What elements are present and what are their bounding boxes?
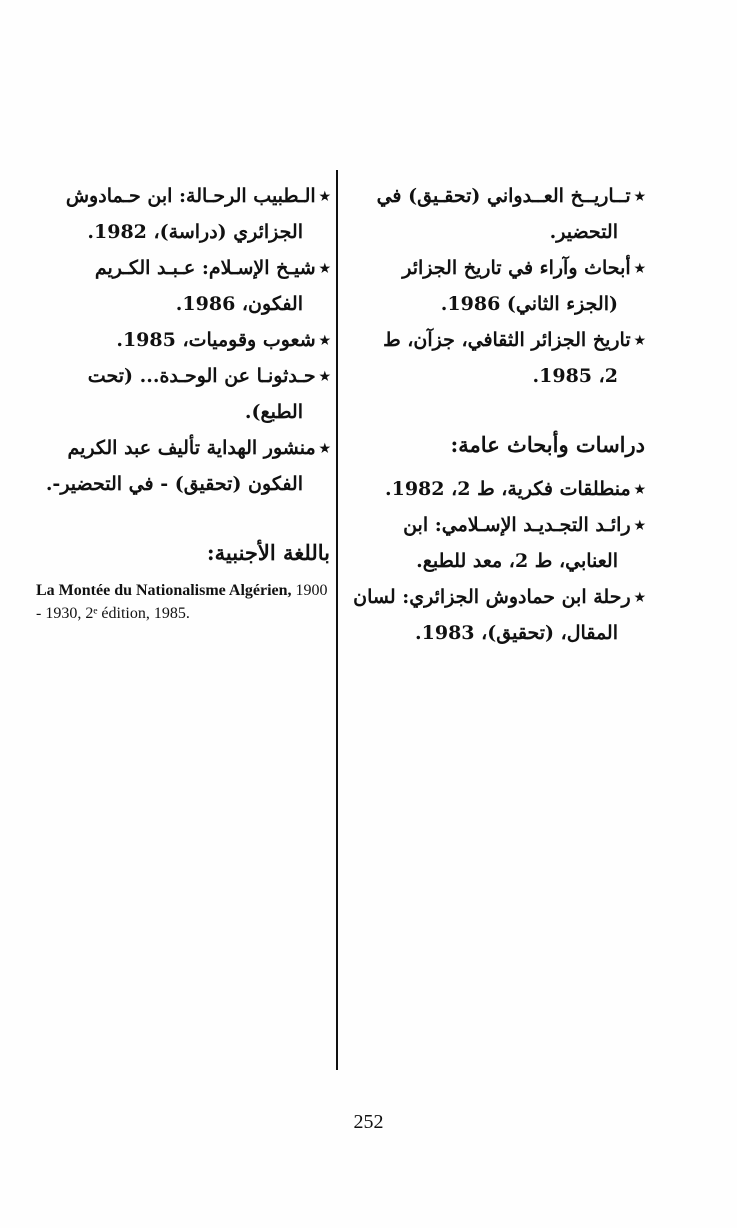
list-item: ٭منشور الهداية تأليف عبد الكريم الفكون (تحقيق) - في التحضير-. (45, 437, 330, 495)
bullet-icon: ٭ (634, 329, 645, 351)
page-number: 252 (353, 1111, 384, 1133)
bullet-icon: ٭ (634, 514, 645, 536)
bullet-icon: ٭ (319, 329, 330, 351)
bullet-icon: ٭ (634, 257, 645, 279)
bullet-icon: ٭ (634, 185, 645, 207)
bullet-icon: ٭ (319, 257, 330, 279)
column-divider (336, 170, 338, 1070)
bullet-icon: ٭ (634, 586, 645, 608)
bullet-icon: ٭ (634, 478, 645, 500)
bullet-icon: ٭ (319, 185, 330, 207)
list-item: ٭الـطبيب الرحـالة: ابن حـمادوش الجزائري (دراسة)، 1982. (65, 185, 330, 243)
right-column (350, 178, 645, 651)
section-heading: باللغة الأجنبية: (206, 540, 330, 565)
book-details: 1900 - 1930, 2ᵉ édition, 1985. (36, 582, 328, 622)
list-item: ٭أبحاث وآراء في تاريخ الجزائر (الجزء الثاني) 1986. (402, 257, 645, 315)
book-title: La Montée du Nationalisme Algérien, (36, 582, 292, 599)
section-heading: دراسات وأبحاث عامة: (450, 432, 645, 457)
bullet-icon: ٭ (319, 365, 330, 387)
list-item: ٭رائـد التجـديـد الإسـلامي: ابن العنابي، ط 2، معد للطبع. (403, 514, 645, 572)
list-item: ٭تــاريــخ العــدواني (تحقـيق) في التحضير. (376, 185, 645, 243)
list-item: ٭شيـخ الإسـلام: عـبـد الكـريم الفكون، 1986. (94, 257, 330, 315)
list-item: ٭شعوب وقوميات، 1985. (116, 329, 330, 351)
list-item: ٭رحلة ابن حمادوش الجزائري: لسان المقال، (تحقيق)، 1983. (353, 586, 645, 644)
bullet-icon: ٭ (319, 437, 330, 459)
list-item: ٭تاريخ الجزائر الثقافي، جزآن، ط 2، 1985. (383, 329, 645, 387)
foreign-language-entry (36, 579, 330, 625)
list-item: ٭منطلقات فكرية، ط 2، 1982. (384, 478, 645, 500)
list-item: ٭حـدثونـا عن الوحـدة... (تحت الطبع). (87, 365, 330, 423)
left-column (36, 178, 330, 625)
